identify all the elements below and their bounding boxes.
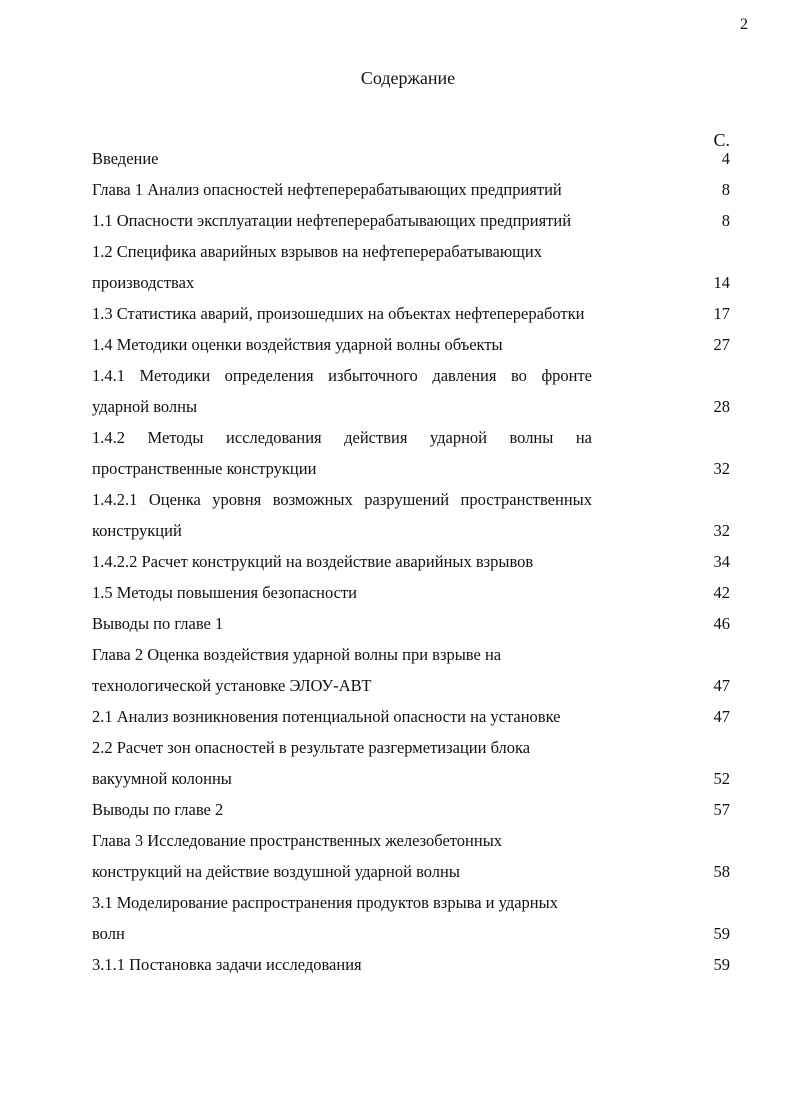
toc-entry-page: 17 xyxy=(713,304,730,323)
toc-entry xyxy=(92,887,730,949)
toc-entry-page: 27 xyxy=(713,335,730,354)
toc-entry-page: 14 xyxy=(713,273,730,292)
toc-entry xyxy=(92,360,730,422)
toc-entry xyxy=(92,298,730,329)
toc-entry-title xyxy=(92,577,674,608)
toc-entry-title-line: 1.1 Опасности эксплуатации нефтеперерабатывающих предприятий xyxy=(92,211,572,230)
toc-entry xyxy=(92,701,730,732)
table-of-contents xyxy=(92,143,730,980)
toc-entry-title-line: ударной волны xyxy=(92,397,198,416)
toc-entry-title xyxy=(92,949,674,980)
toc-entry-title xyxy=(92,143,674,174)
toc-entry xyxy=(92,236,730,298)
toc-entry-title xyxy=(92,887,674,949)
toc-entry xyxy=(92,794,730,825)
toc-entry-title-line: конструкций на действие воздушной ударной волны xyxy=(92,862,460,881)
toc-entry xyxy=(92,174,730,205)
toc-entry-title-line: 1.5 Методы повышения безопасности xyxy=(92,583,357,602)
toc-entry-title-line: технологической установке ЭЛОУ-АВТ xyxy=(92,676,372,695)
toc-entry-title-line: 3.1 Моделирование распространения продуктов взрыва и ударных xyxy=(92,893,558,912)
toc-entry xyxy=(92,143,730,174)
toc-entry-page: 28 xyxy=(713,397,730,416)
toc-entry-title-line: 1.4.2.1 Оценка уровня возможных разрушений пространственных xyxy=(92,490,592,509)
toc-entry xyxy=(92,732,730,794)
page-number: 2 xyxy=(740,16,748,33)
toc-entry-page: 32 xyxy=(713,521,730,540)
toc-entry-title xyxy=(92,825,674,887)
toc-entry-title-line: 1.3 Статистика аварий, произошедших на объектах нефтепереработки xyxy=(92,304,585,323)
toc-entry-page: 8 xyxy=(721,211,730,230)
toc-entry-title-line: 1.2 Специфика аварийных взрывов на нефтеперерабатывающих xyxy=(92,242,542,261)
toc-entry-title-line: 1.4.2 Методы исследования действия ударной волны на xyxy=(92,428,592,447)
toc-entry-title-line: 2.2 Расчет зон опасностей в результате разгерметизации блока xyxy=(92,738,531,757)
toc-entry-title-line: Выводы по главе 1 xyxy=(92,614,224,633)
toc-entry-title-line: 1.4 Методики оценки воздействия ударной волны объекты xyxy=(92,335,503,354)
toc-entry-title-line: 1.4.2.2 Расчет конструкций на воздействие аварийных взрывов xyxy=(92,552,534,571)
toc-entry-title-line: Глава 3 Исследование пространственных железобетонных xyxy=(92,831,503,850)
toc-entry-title xyxy=(92,484,674,546)
toc-entry-title-line: Глава 1 Анализ опасностей нефтеперерабатывающих предприятий xyxy=(92,180,562,199)
toc-entry xyxy=(92,484,730,546)
toc-entry xyxy=(92,577,730,608)
toc-entry-title xyxy=(92,298,674,329)
toc-entry xyxy=(92,639,730,701)
toc-entry-title xyxy=(92,608,674,639)
toc-entry-page: 46 xyxy=(713,614,730,633)
toc-entry-title xyxy=(92,174,674,205)
page-title: Содержание xyxy=(360,68,456,88)
toc-entry-title-line: конструкций xyxy=(92,521,182,540)
toc-entry-title xyxy=(92,360,674,422)
toc-entry-page: 58 xyxy=(713,862,730,881)
toc-entry-title xyxy=(92,701,674,732)
toc-entry-title xyxy=(92,236,674,298)
toc-entry-title xyxy=(92,732,674,794)
toc-entry-page: 47 xyxy=(713,676,730,695)
toc-entry-title xyxy=(92,422,674,484)
page-column-label: С. xyxy=(713,130,730,150)
toc-entry xyxy=(92,949,730,980)
toc-entry-title xyxy=(92,639,674,701)
toc-entry-title-line: производствах xyxy=(92,273,195,292)
toc-entry-page: 42 xyxy=(713,583,730,602)
toc-entry-title-line: волн xyxy=(92,924,125,943)
toc-entry-title xyxy=(92,546,674,577)
toc-entry-page: 52 xyxy=(713,769,730,788)
toc-entry-title xyxy=(92,794,674,825)
toc-entry xyxy=(92,329,730,360)
toc-entry-title-line: вакуумной колонны xyxy=(92,769,232,788)
toc-entry-page: 59 xyxy=(713,924,730,943)
toc-entry-title xyxy=(92,329,674,360)
toc-entry-page: 57 xyxy=(713,800,730,819)
toc-entry xyxy=(92,422,730,484)
toc-entry-page: 32 xyxy=(713,459,730,478)
toc-entry-title-line: 1.4.1 Методики определения избыточного давления во фронте xyxy=(92,366,592,385)
toc-entry-title-line: пространственные конструкции xyxy=(92,459,317,478)
toc-entry-page: 4 xyxy=(721,149,730,168)
toc-entry-title-line: 3.1.1 Постановка задачи исследования xyxy=(92,955,362,974)
toc-entry-title-line: Выводы по главе 2 xyxy=(92,800,224,819)
toc-entry-title-line: Введение xyxy=(92,149,159,168)
toc-entry-title-line: 2.1 Анализ возникновения потенциальной опасности на установке xyxy=(92,707,561,726)
toc-entry-page: 59 xyxy=(713,955,730,974)
toc-entry-page: 47 xyxy=(713,707,730,726)
toc-entry xyxy=(92,825,730,887)
toc-entry xyxy=(92,205,730,236)
toc-entry xyxy=(92,546,730,577)
toc-entry-page: 34 xyxy=(713,552,730,571)
toc-entry-page: 8 xyxy=(721,180,730,199)
toc-entry-title-line: Глава 2 Оценка воздействия ударной волны при взрыве на xyxy=(92,645,502,664)
toc-entry xyxy=(92,608,730,639)
toc-entry-title xyxy=(92,205,674,236)
